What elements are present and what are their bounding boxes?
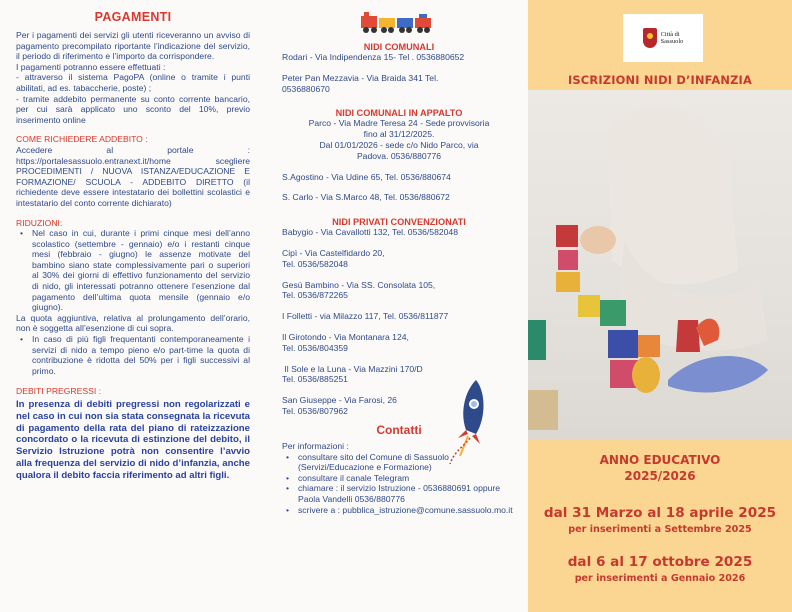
nido-parco-2: fino al 31/12/2025. [363, 129, 435, 140]
addebito-label: COME RICHIEDERE ADDEBITO : [16, 134, 148, 145]
nido-parco-1: Parco - Via Madre Teresa 24 - Sede provvisoria [308, 118, 490, 129]
pagamenti-methods-intro: I pagamenti potranno essere effettuati : [16, 61, 166, 72]
nido-gesu-bambino-tel: Tel. 0536/872265 [282, 290, 348, 301]
period-2: dal 6 al 17 ottobre 2025 [567, 554, 753, 570]
nido-san-giuseppe-tel: Tel. 0536/807962 [282, 405, 348, 416]
nido-peter-pan: Peter Pan Mezzavia - Via Braida 341 Tel. [282, 72, 439, 83]
nidi-privati-title: NIDI PRIVATI CONVENZIONATI [332, 217, 466, 228]
contatti-item-sito: • consultare sito del Comune di Sassuolo (Servizi/Educazione e Formazione) [286, 452, 516, 473]
contatti-item-telefono: • chiamare : il servizio Istruzione - 0536880691 oppure Paola Vandelli 0536/880776 [286, 483, 516, 504]
comune-logo [623, 14, 703, 62]
nido-rodari: Rodari - Via Indipendenza 15- Tel . 0536880652 [282, 52, 465, 62]
debiti-text: In presenza di debiti pregressi non regolarizzati e nel caso in cui non sia stata consegnata la ricevuta di pagamento della rata del piano di rateizzazione concordato o la ricevuta di estinzione del debito, il Servizio Istruzione potrà non consentire l’avvio alla frequenza del servizio di nido d’infanzia, anche qualora il debito faccia riferimento ad altri figli. [16, 399, 250, 481]
contatti-item-telegram: • consultare il canale Telegram [286, 473, 516, 484]
pagamenti-method-pagopa: - attraverso il sistema PagoPA (online o tramite i punti abilitati, ad es. tabaccherie, poste) ; [16, 72, 250, 93]
riduzioni-item-figli: • In caso di più figli frequentanti contemporaneamente i servizi di nido a tempo pieno e/o part-time la quota di contribuzione è ridotta del 50% per i figli successivi al primo. [20, 334, 250, 376]
child-playing-blocks-illustration [528, 90, 792, 440]
nido-sagostino: S.Agostino - Via Udine 65, Tel. 0536/880674 [282, 171, 451, 182]
anno-line-2: 2025/2026 [624, 469, 696, 483]
nido-girotondo-tel: Tel. 0536/804359 [282, 342, 348, 353]
addebito-text: Accedere al portale : https://portalesassuolo.entranext.it/home scegliere PROCEDIMENTI / NUOVA ISTANZA/EDUCAZIONE E FORMAZIONE/ SCUOLA - ADDEBITO DIRETTO (il richiedente deve essere intestatario dei bollettini scolastici e intestatario del conto corrente dichiarato) [16, 144, 250, 208]
nido-peter-pan-tel: 0536880670 [282, 83, 330, 94]
cover-photo [528, 90, 792, 440]
nido-san-giuseppe: San Giuseppe - Via Farosi, 26 [282, 395, 397, 406]
nido-girotondo: Il Girotondo - Via Montanara 124, [282, 331, 409, 342]
cover-title: ISCRIZIONI NIDI D’INFANZIA [567, 73, 753, 87]
pagamenti-intro: Per i pagamenti dei servizi gli utenti riceveranno un avviso di pagamento precompilato riportante l’indicazione del servizio, il periodo di riferimento e l’importo da corrispondere. [16, 30, 250, 62]
anno-educativo [528, 452, 792, 484]
logo-text [661, 31, 684, 45]
riduzioni-note: La quota aggiuntiva, relativa al prolungamento dell’orario, non è soggetta all’esenzione di cui sopra. [16, 312, 250, 334]
nido-folletti: I Folletti - via Milazzo 117, Tel. 0536/811877 [282, 311, 449, 322]
debiti-label: DEBITI PREGRESSI : [16, 386, 102, 397]
contatti-intro: Per informazioni : [282, 440, 349, 451]
column-cover [528, 0, 792, 612]
period-2-note: per inserimenti a Gennaio 2026 [574, 573, 746, 584]
column-payments [0, 0, 264, 612]
toy-train-icon [359, 10, 439, 36]
nido-parco-3: Dal 01/01/2026 - sede c/o Nido Parco, via [319, 139, 479, 150]
riduzioni-label: RIDUZIONI: [16, 217, 63, 228]
period-1: dal 31 Marzo al 18 aprile 2025 [543, 505, 777, 521]
riduzioni-item-assenze: • Nel caso in cui, durante i primi cinque mesi dell’anno scolastico (settembre - gennaio) e/o i restanti cinque mesi (febbraio - giugno) le assenze motivate del bambino siano state complessivamente pari o superiori al 30% dei giorni di effettivo funzionamento del servizio di nido, gli interessati potranno ottenere l’esenzione dal pagamento dell’ultima quota mensile (gennaio e/o giugno). [20, 228, 250, 313]
nido-sole-luna: Il Sole e la Luna - Via Mazzini 170/D [282, 363, 423, 374]
nidi-appalto-title: NIDI COMUNALI IN APPALTO [335, 108, 463, 119]
logo-line-2: Sassuolo [660, 38, 684, 45]
column-nidi [264, 0, 528, 612]
logo-line-1: Città di [660, 31, 680, 38]
pagamenti-title: PAGAMENTI [94, 10, 172, 24]
crest-icon [643, 28, 657, 48]
nido-sole-luna-tel: Tel. 0536/885251 [282, 374, 348, 385]
period-1-note: per inserimenti a Settembre 2025 [568, 524, 752, 535]
nido-gesu-bambino: Gesù Bambino - Via SS. Consolata 105, [282, 279, 436, 290]
nido-cipi-tel: Tel. 0536/582048 [282, 258, 348, 269]
nido-cipi: Cipì - Via Castelfidardo 20, [282, 247, 385, 258]
rocket-icon [446, 378, 496, 468]
nido-scarlo: S. Carlo - Via S.Marco 48, Tel. 0536/880672 [282, 192, 450, 203]
contatti-title: Contatti [376, 422, 422, 437]
nido-babygio: Babygio - Via Cavallotti 132, Tel. 0536/582048 [282, 227, 458, 238]
nidi-comunali-title: NIDI COMUNALI [363, 42, 435, 52]
nido-parco-4: Padova. 0536/880776 [356, 150, 442, 161]
contatti-item-email: • scrivere a : pubblica_istruzione@comune.sassuolo.mo.it [286, 505, 516, 516]
riduzioni-list [20, 228, 250, 313]
riduzioni-list-2 [20, 334, 250, 376]
pagamenti-method-addebito: - tramite addebito permanente su conto corrente bancario, per cui sarà applicato uno sconto del 10%, previo inserimento online [16, 93, 250, 125]
anno-line-1: ANNO EDUCATIVO [599, 453, 721, 467]
